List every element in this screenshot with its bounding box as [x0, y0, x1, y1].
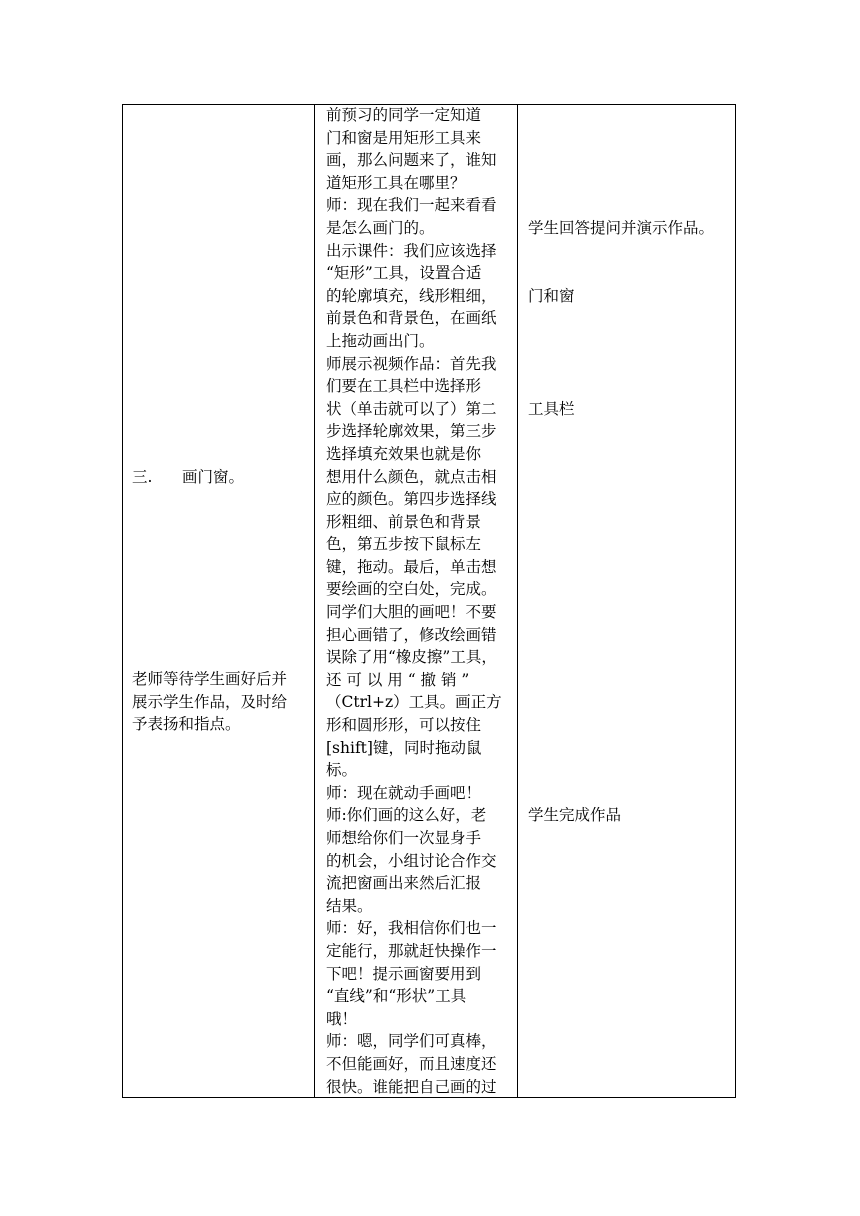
process-text-line: 的轮廓填充，线形粗细， — [326, 286, 497, 305]
teaching-process-cell — [326, 104, 512, 1098]
process-text-line: 师想给你们一次显身手 — [326, 829, 482, 847]
process-text-line: 定能行，那就赶快操作一 — [326, 941, 497, 960]
process-text-line: “矩形”工具，设置合适 — [326, 264, 482, 283]
lesson-step-title: 三. 画门窗。 — [132, 468, 244, 486]
process-text-line: 前预习的同学一定知道 — [326, 106, 482, 124]
process-text-line: 很快。谁能把自己画的过 — [326, 1077, 497, 1096]
teacher-note-cell — [132, 668, 310, 736]
process-text-line: 下吧！提示画窗要用到 — [326, 964, 482, 983]
process-text-line: 应的颜色。第四步选择线 — [326, 490, 497, 509]
process-text-line: 是怎么画门的。 — [326, 218, 435, 237]
process-text-line: 结果。 — [326, 896, 373, 915]
process-text-line: 画，那么问题来了，谁知 — [326, 151, 497, 170]
process-text-line: 前景色和背景色，在画纸 — [326, 309, 497, 328]
process-text-line: 们要在工具栏中选择形 — [326, 377, 482, 396]
process-text-line: 步选择轮廓效果，第三步 — [326, 422, 497, 441]
teacher-note-line: 予表扬和指点。 — [132, 715, 241, 734]
process-text-line: 形粗细、前景色和背景 — [326, 512, 482, 531]
student-activity-text: 学生回答提问并演示作品。 — [528, 219, 715, 237]
process-text-line: 同学们大胆的画吧！不要 — [326, 603, 497, 622]
student-answer-demo — [528, 217, 734, 240]
process-text-line: 标。 — [326, 761, 358, 780]
door-window-note — [528, 285, 734, 308]
process-text-line: 师:你们画的这么好，老 — [326, 806, 487, 825]
column-divider-1 — [314, 104, 315, 1098]
process-text-line: 选择填充效果也就是你 — [326, 444, 482, 463]
process-text-line: 上拖动画出门。 — [326, 331, 435, 350]
process-text-line: 师：现在就动手画吧！ — [326, 783, 482, 802]
teacher-note-line: 老师等待学生画好后并 — [132, 670, 288, 688]
process-text-line: 形和圆形形，可以按住 — [326, 716, 482, 735]
process-text-line: 担心画错了，修改绘画错 — [326, 625, 497, 644]
column-divider-2 — [517, 104, 518, 1098]
process-text-line: 师：现在我们一起来看看 — [326, 196, 497, 215]
process-text-line: 状（单击就可以了）第二 — [326, 399, 497, 418]
process-text-line: 流把窗画出来然后汇报 — [326, 874, 482, 893]
toolbar-note — [528, 398, 734, 421]
process-text-line: 哦！ — [326, 1009, 358, 1028]
process-text-line: 师：嗯，同学们可真棒， — [326, 1032, 497, 1051]
process-text-line: （Ctrl+z）工具。画正方 — [326, 693, 502, 712]
process-text-line: 的机会，小组讨论合作交 — [326, 851, 497, 870]
process-text-line: 想用什么颜色，就点击相 — [326, 467, 497, 486]
process-text-line: 还 可 以 用 “ 撤 销 ” — [326, 670, 470, 689]
process-text-line: 键，拖动。最后，单击想 — [326, 557, 497, 576]
process-text-line: 师展示视频作品：首先我 — [326, 354, 497, 373]
process-text-line: 出示课件：我们应该选择 — [326, 241, 497, 260]
student-activity-text: 门和窗 — [528, 287, 575, 305]
lesson-step-cell — [132, 466, 310, 489]
student-finish-note — [528, 804, 734, 827]
process-text-line: 色，第五步按下鼠标左 — [326, 535, 482, 554]
process-text-line: 误除了用“橡皮擦”工具， — [326, 648, 497, 667]
process-text-line: 不但能画好，而且速度还 — [326, 1054, 497, 1073]
teacher-note-line: 展示学生作品，及时给 — [132, 692, 288, 711]
process-text-line: 师：好，我相信你们也一 — [326, 919, 497, 938]
process-text-line: 要绘画的空白处，完成。 — [326, 580, 497, 599]
process-text-line: 道矩形工具在哪里？ — [326, 173, 466, 192]
table-left-border — [122, 104, 123, 1098]
student-activity-text: 工具栏 — [528, 400, 575, 418]
process-text-line: “直线”和“形状”工具 — [326, 987, 467, 1006]
process-text-line: [shift]键，同时拖动鼠 — [326, 738, 482, 757]
process-text-line: 门和窗是用矩形工具来 — [326, 128, 482, 147]
student-activity-text: 学生完成作品 — [528, 806, 622, 824]
table-right-border — [735, 104, 736, 1098]
